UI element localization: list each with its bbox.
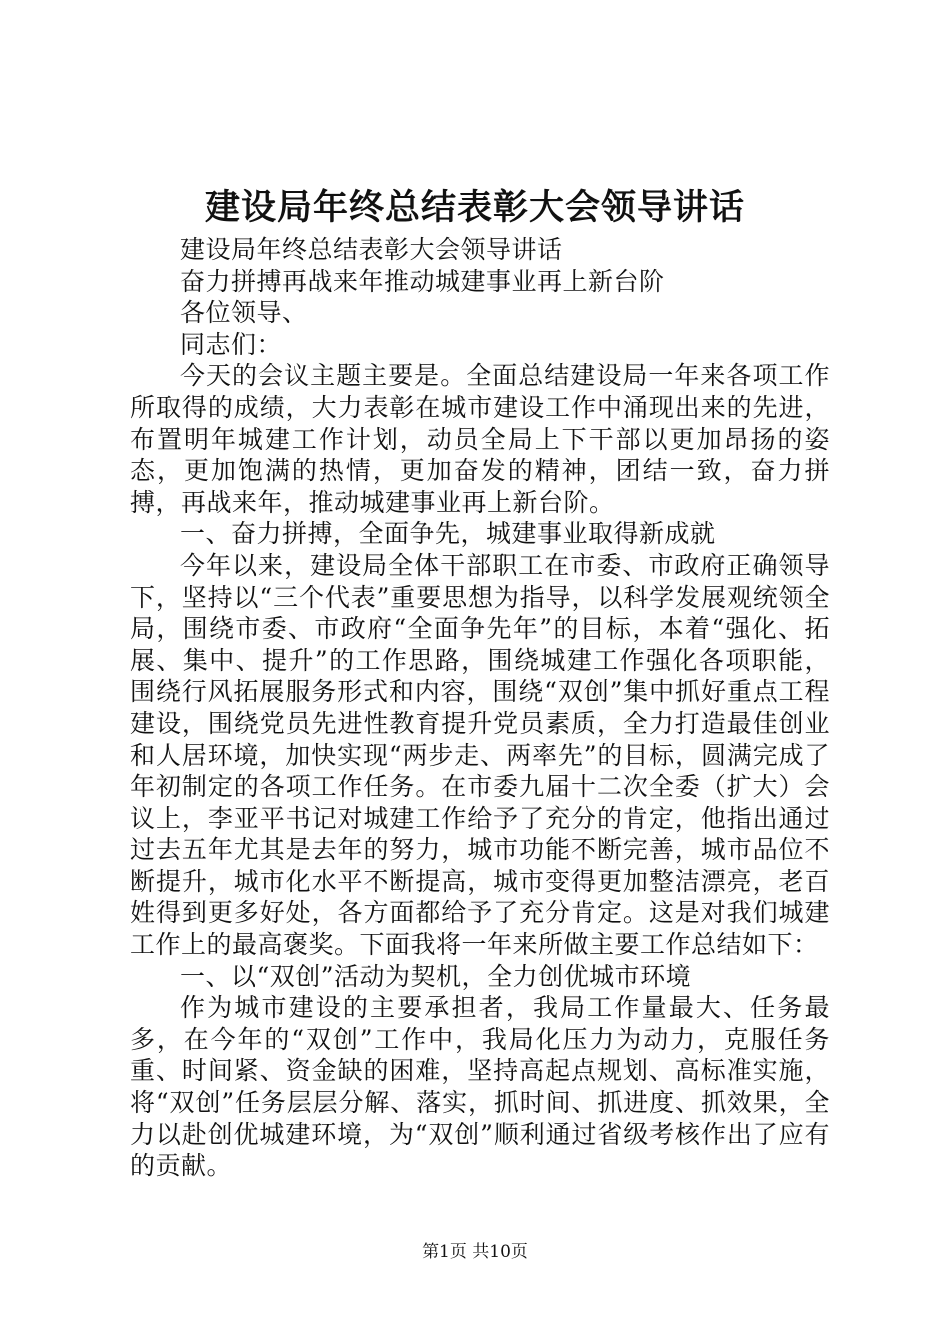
paragraph-shuangchuang: 作为城市建设的主要承担者，我局工作量最大、任务最多，在今年的“双创”工作中，我局化压力为动力，克服任务重、时间紧、资金缺的困难，坚持高起点规划、高标准实施，将“双创”任务层层分解、落实，抓时间、抓进度、抓效果，全力以赴创优城建环境，为“双创”顺利通过省级考核作出了应有的贡献。 [130, 993, 830, 1181]
page-title: 建设局年终总结表彰大会领导讲话 [204, 187, 745, 228]
section-heading-1: 一、奋力拼搏，全面争先，城建事业取得新成就 [180, 519, 716, 549]
document-body [130, 234, 830, 1182]
page-number-footer: 第1页 共10页 [422, 1242, 528, 1262]
paragraph-theme: 奋力拼搏再战来年推动城建事业再上新台阶 [180, 266, 665, 296]
paragraph-subtitle: 建设局年终总结表彰大会领导讲话 [180, 235, 563, 264]
paragraph-salutation-1: 各位领导、 [180, 298, 308, 328]
paragraph-salutation-2: 同志们： [180, 329, 283, 359]
paragraph-summary: 今年以来，建设局全体干部职工在市委、市政府正确领导下，坚持以“三个代表”重要思想为指导，以科学发展观统领全局，围绕市委、市政府“全面争先年”的目标，本着“强化、拓展、集中、提升”的工作思路，围绕城建工作强化各项职能，围绕行风拓展服务形式和内容，围绕“双创”集中抓好重点工程建设，围绕党员先进性教育提升党员素质，全力打造最佳创业和人居环境，加快实现“两步走、两率先”的目标，圆满完成了年初制定的各项工作任务。在市委九届十二次全委（扩大）会议上，李亚平书记对城建工作给予了充分的肯定，他指出通过过去五年尤其是去年的努力，城市功能不断完善，城市品位不断提升，城市化水平不断提高，城市变得更加整洁漂亮，老百姓得到更多好处，各方面都给予了充分肯定。这是对我们城建工作上的最高褒奖。下面我将一年来所做主要工作总结如下： [130, 550, 830, 960]
paragraph-intro: 今天的会议主题主要是。全面总结建设局一年来各项工作所取得的成绩，大力表彰在城市建设工作中涌现出来的先进，布置明年城建工作计划，动员全局上下干部以更加昂扬的姿态，更加饱满的热情，更加奋发的精神，团结一致，奋力拼搏，再战来年，推动城建事业再上新台阶。 [130, 361, 830, 517]
section-heading-2: 一、以“双创”活动为契机，全力创优城市环境 [180, 961, 692, 991]
